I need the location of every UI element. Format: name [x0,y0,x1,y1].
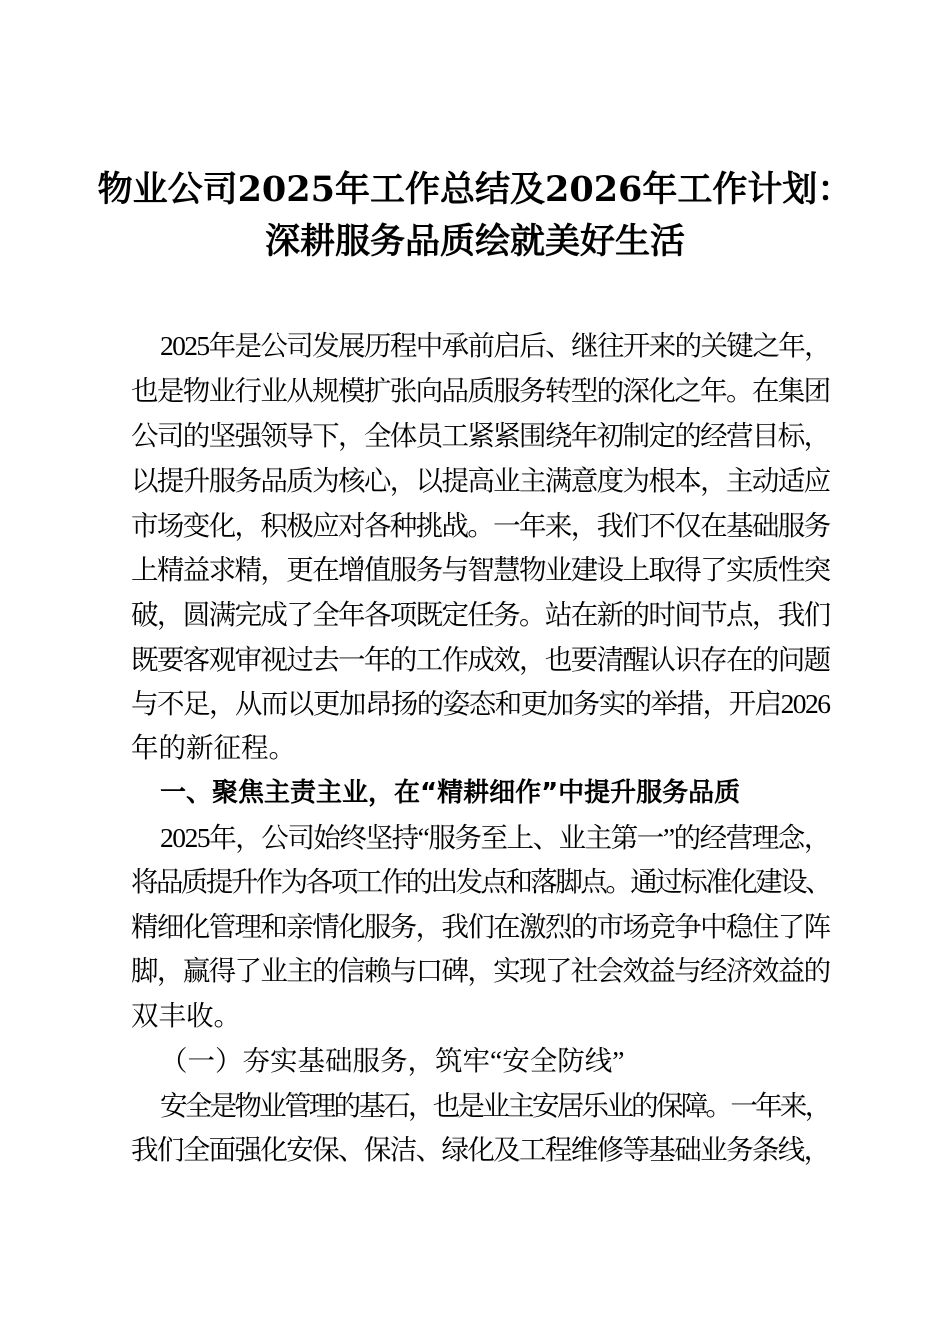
paragraph-line: 与不足，从而以更加昂扬的姿态和更加务实的举措，开启2026 [131,688,830,719]
paragraph-line: 精细化管理和亲情化服务，我们在激烈的市场竞争中稳住了阵 [131,911,830,942]
paragraph-line: 双丰收。 [131,1000,241,1031]
paragraph-line: 公司的坚强领导下，全体员工紧紧围绕年初制定的经营目标， [131,420,830,451]
paragraph-line: 2025年，公司始终坚持“服务至上、业主第一”的经营理念， [160,822,830,853]
paragraph-line: 市场变化，积极应对各种挑战。一年来，我们不仅在基础服务 [131,510,830,541]
paragraph-line: 脚，赢得了业主的信赖与口碑，实现了社会效益与经济效益的 [131,955,830,986]
paragraph-line: 安全是物业管理的基石，也是业主安居乐业的保障。一年来， [160,1090,830,1121]
paragraph-line: 也是物业行业从规模扩张向品质服务转型的深化之年。在集团 [131,375,830,406]
paragraph-line: 年的新征程。 [131,732,296,763]
paragraph-line: 破，圆满完成了全年各项既定任务。站在新的时间节点，我们 [131,599,830,630]
paragraph-line: 上精益求精，更在增值服务与智慧物业建设上取得了实质性突 [131,554,830,585]
document-title-line-2: 深耕服务品质绘就美好生活 [264,221,685,262]
subsection-heading: （一）夯实基础服务，筑牢“安全防线” [160,1045,625,1076]
document-title-line-1: 物业公司2025年工作总结及2026年工作计划： [97,169,853,210]
paragraph-line: 2025年是公司发展历程中承前启后、继往开来的关键之年， [160,330,830,361]
paragraph-line: 我们全面强化安保、保洁、绿化及工程维修等基础业务条线， [131,1134,830,1165]
paragraph-line: 将品质提升作为各项工作的出发点和落脚点。通过标准化建设、 [131,866,830,897]
paragraph-line: 以提升服务品质为核心，以提高业主满意度为根本，主动适应 [131,465,830,496]
paragraph-line: 既要客观审视过去一年的工作成效，也要清醒认识存在的问题 [131,644,830,675]
section-heading: 一、聚焦主责主业，在“精耕细作”中提升服务品质 [160,778,741,808]
